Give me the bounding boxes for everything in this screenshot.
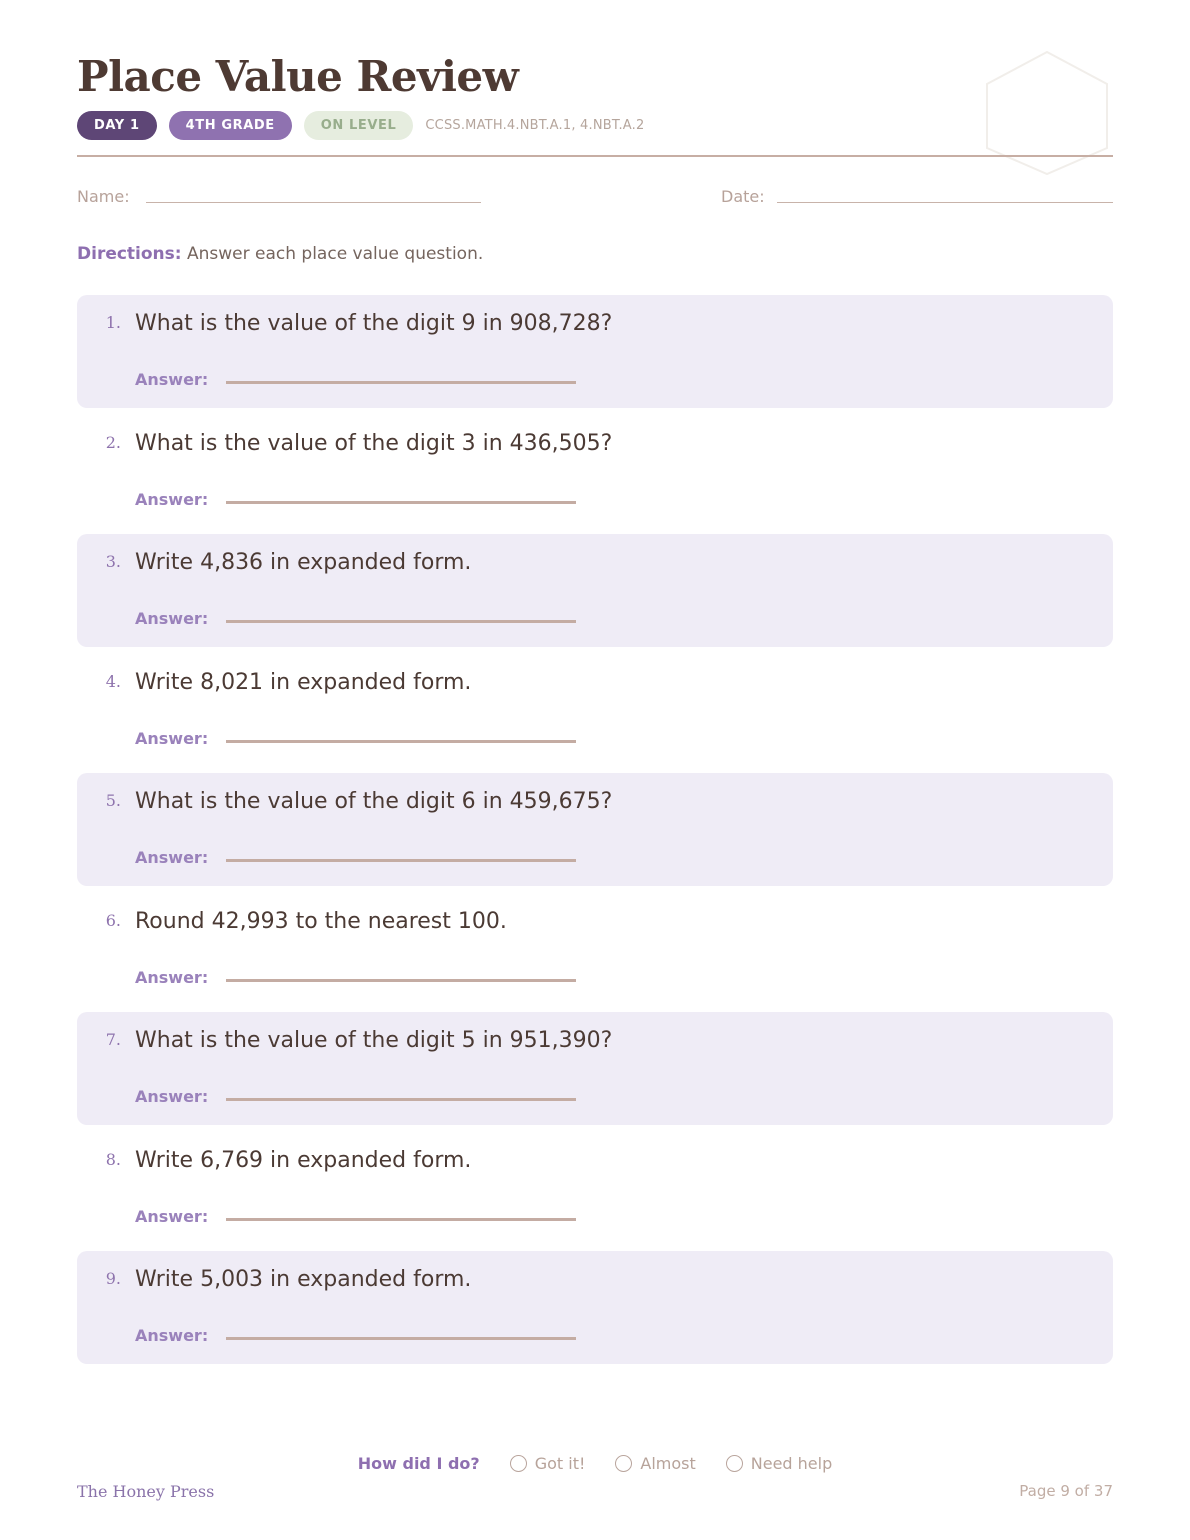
- answer-label: Answer:: [135, 848, 209, 867]
- question-number: 4.: [105, 672, 121, 691]
- answer-label: Answer:: [135, 1087, 209, 1106]
- hexagon-watermark-icon: [982, 48, 1112, 178]
- answer-line[interactable]: [226, 381, 576, 384]
- question-text: What is the value of the digit 9 in 908,728?: [135, 311, 613, 336]
- tag-row: [77, 111, 644, 140]
- rating-option-need-help[interactable]: [726, 1454, 832, 1473]
- question-text: What is the value of the digit 5 in 951,390?: [135, 1028, 613, 1053]
- radio-circle-icon[interactable]: [726, 1455, 743, 1472]
- answer-line[interactable]: [226, 620, 576, 623]
- page-title: Place Value Review: [77, 52, 519, 101]
- question-item: [77, 773, 1113, 886]
- directions-lead: Directions:: [77, 244, 182, 264]
- question-number: 1.: [105, 313, 121, 332]
- rating-option-got-it[interactable]: [510, 1454, 586, 1473]
- question-number: 3.: [105, 552, 121, 571]
- question-text: Write 8,021 in expanded form.: [135, 670, 472, 695]
- rating-option-label: Need help: [750, 1454, 833, 1473]
- page-number: Page 9 of 37: [1019, 1482, 1113, 1500]
- answer-label: Answer:: [135, 370, 209, 389]
- question-text: Write 5,003 in expanded form.: [135, 1267, 472, 1292]
- answer-line[interactable]: [226, 740, 576, 743]
- question-number: 7.: [105, 1030, 121, 1049]
- answer-line[interactable]: [226, 979, 576, 982]
- question-item: [77, 415, 1113, 528]
- question-item: [77, 534, 1113, 647]
- question-item: [77, 893, 1113, 1006]
- directions-text: Answer each place value question.: [187, 244, 484, 264]
- date-label: Date:: [721, 187, 765, 206]
- question-number: 2.: [105, 433, 121, 452]
- day-badge: DAY 1: [77, 111, 157, 140]
- standards-code: CCSS.MATH.4.NBT.A.1, 4.NBT.A.2: [425, 118, 645, 133]
- rating-option-label: Got it!: [534, 1454, 586, 1473]
- header-divider: [77, 155, 1113, 157]
- answer-label: Answer:: [135, 1207, 209, 1226]
- self-check-label: How did I do?: [357, 1454, 480, 1473]
- radio-circle-icon[interactable]: [510, 1455, 527, 1472]
- answer-line[interactable]: [226, 501, 576, 504]
- name-label: Name:: [77, 187, 130, 206]
- name-field[interactable]: [146, 202, 481, 203]
- answer-line[interactable]: [226, 1337, 576, 1340]
- date-field[interactable]: [777, 202, 1113, 203]
- question-text: Write 6,769 in expanded form.: [135, 1148, 472, 1173]
- grade-badge: 4TH GRADE: [169, 111, 292, 140]
- radio-circle-icon[interactable]: [615, 1455, 632, 1472]
- question-number: 8.: [105, 1150, 121, 1169]
- publisher-name: The Honey Press: [77, 1482, 215, 1501]
- self-check-row: [0, 1454, 1190, 1473]
- answer-label: Answer:: [135, 1326, 209, 1345]
- answer-line[interactable]: [226, 1098, 576, 1101]
- answer-line[interactable]: [226, 859, 576, 862]
- answer-line[interactable]: [226, 1218, 576, 1221]
- question-text: Round 42,993 to the nearest 100.: [135, 909, 507, 934]
- question-number: 6.: [105, 911, 121, 930]
- question-item: [77, 1012, 1113, 1125]
- question-text: What is the value of the digit 3 in 436,505?: [135, 431, 613, 456]
- rating-option-almost[interactable]: [615, 1454, 695, 1473]
- question-text: Write 4,836 in expanded form.: [135, 550, 472, 575]
- answer-label: Answer:: [135, 729, 209, 748]
- answer-label: Answer:: [135, 968, 209, 987]
- question-item: [77, 1251, 1113, 1364]
- directions: [77, 244, 483, 264]
- question-item: [77, 295, 1113, 408]
- question-item: [77, 654, 1113, 767]
- answer-label: Answer:: [135, 609, 209, 628]
- level-badge: ON LEVEL: [304, 111, 414, 140]
- question-text: What is the value of the digit 6 in 459,675?: [135, 789, 613, 814]
- rating-option-label: Almost: [640, 1454, 696, 1473]
- question-number: 5.: [105, 791, 121, 810]
- question-number: 9.: [105, 1269, 121, 1288]
- answer-label: Answer:: [135, 490, 209, 509]
- question-item: [77, 1132, 1113, 1245]
